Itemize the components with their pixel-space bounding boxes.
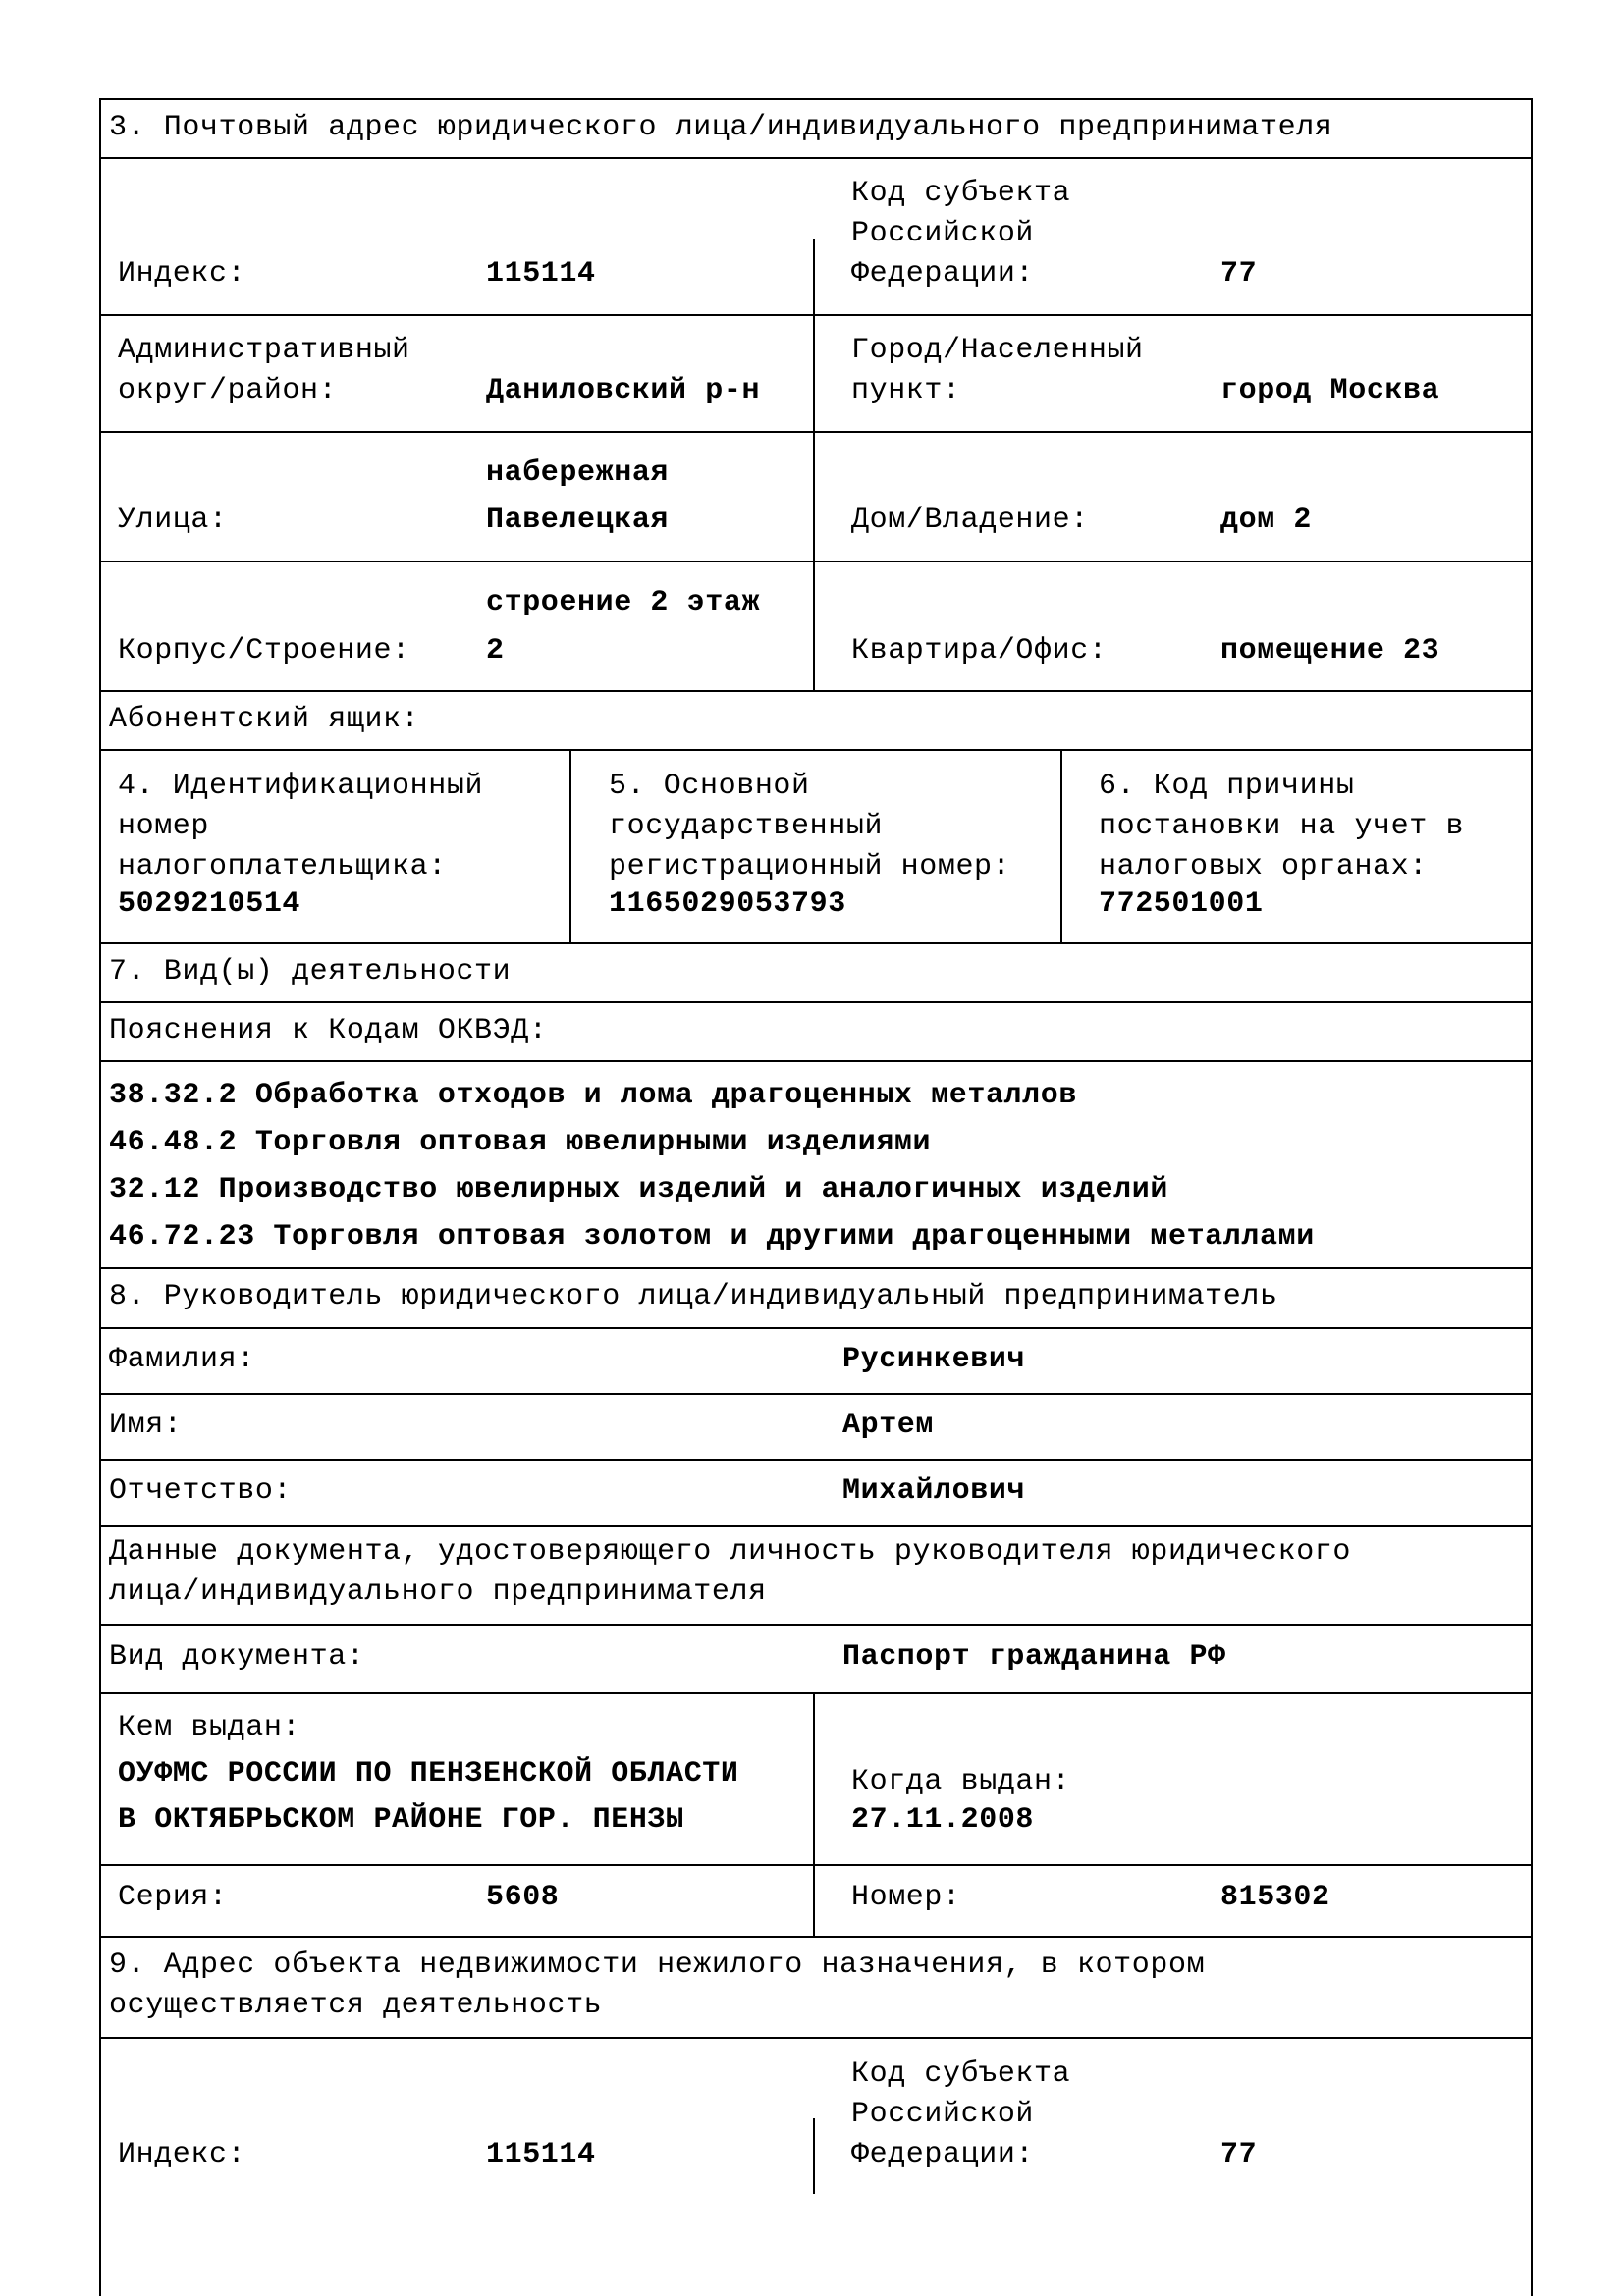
column-divider xyxy=(1060,749,1062,942)
name-label: Имя: xyxy=(109,1409,183,1442)
row-divider xyxy=(99,1327,1533,1329)
city-value: город Москва xyxy=(1220,374,1440,407)
issued-date-label: Когда выдан: xyxy=(851,1765,1071,1798)
district-label: округ/район: xyxy=(118,374,338,407)
street-value: Павелецкая xyxy=(486,504,670,537)
patronymic-value: Михайлович xyxy=(842,1474,1026,1508)
section-9-title: 9. Адрес объекта недвижимости нежилого назначения, в котором xyxy=(109,1949,1206,1982)
activity-item: 46.72.23 Торговля оптовая золотом и другими драгоценными металлами xyxy=(109,1220,1315,1254)
series-label: Серия: xyxy=(118,1881,228,1914)
region-code-label: Федерации: xyxy=(851,257,1035,291)
column-divider xyxy=(813,314,815,690)
activity-item: 38.32.2 Обработка отходов и лома драгоценных металлов xyxy=(109,1079,1077,1112)
city-label: Город/Населенный xyxy=(851,334,1144,367)
surname-label: Фамилия: xyxy=(109,1343,255,1376)
activity-item: 32.12 Производство ювелирных изделий и аналогичных изделий xyxy=(109,1173,1168,1206)
city-label: пункт: xyxy=(851,374,961,407)
row-divider xyxy=(99,1393,1533,1395)
building-label: Корпус/Строение: xyxy=(118,634,410,667)
row-divider xyxy=(99,1060,1533,1062)
row-divider xyxy=(99,690,1533,692)
kpp-label: 6. Код причины xyxy=(1099,770,1355,803)
inn-value: 5029210514 xyxy=(118,887,301,921)
id-document-heading: лица/индивидуального предпринимателя xyxy=(109,1575,767,1609)
region-code-value: 77 xyxy=(1220,2138,1258,2171)
issued-by-value: В ОКТЯБРЬСКОМ РАЙОНЕ ГОР. ПЕНЗЫ xyxy=(118,1803,684,1837)
building-value: строение 2 этаж xyxy=(486,586,761,619)
district-label: Административный xyxy=(118,334,410,367)
issued-by-label: Кем выдан: xyxy=(118,1711,301,1744)
inn-label: номер xyxy=(118,810,210,843)
inn-label: 4. Идентификационный xyxy=(118,770,484,803)
name-value: Артем xyxy=(842,1409,935,1442)
id-document-heading: Данные документа, удостоверяющего личность руководителя юридического xyxy=(109,1535,1351,1569)
region-code-label: Российской xyxy=(851,2098,1035,2131)
row-divider xyxy=(99,1624,1533,1626)
office-value: помещение 23 xyxy=(1220,634,1440,667)
index-value: 115114 xyxy=(486,257,596,291)
kpp-value: 772501001 xyxy=(1099,887,1264,921)
house-value: дом 2 xyxy=(1220,504,1313,537)
house-label: Дом/Владение: xyxy=(851,504,1089,537)
doc-type-value: Паспорт гражданина РФ xyxy=(842,1640,1226,1674)
document-page xyxy=(99,98,1533,2296)
ogrn-value: 1165029053793 xyxy=(609,887,846,921)
patronymic-label: Отчетство: xyxy=(109,1474,293,1508)
street-value: набережная xyxy=(486,456,670,490)
region-code-label: Код субъекта xyxy=(851,2057,1071,2091)
building-value: 2 xyxy=(486,634,505,667)
issued-date-value: 27.11.2008 xyxy=(851,1803,1035,1837)
row-divider xyxy=(99,1864,1533,1866)
region-code-label: Федерации: xyxy=(851,2138,1035,2171)
row-divider xyxy=(99,942,1533,944)
row-divider xyxy=(99,431,1533,433)
index-label: Индекс: xyxy=(118,2138,246,2171)
ogrn-label: государственный xyxy=(609,810,884,843)
section-3-title: 3. Почтовый адрес юридического лица/индивидуального предпринимателя xyxy=(109,111,1333,144)
row-divider xyxy=(99,561,1533,562)
row-divider xyxy=(99,1525,1533,1527)
okved-label: Пояснения к Кодам ОКВЭД: xyxy=(109,1014,548,1047)
column-divider xyxy=(813,1692,815,1936)
number-value: 815302 xyxy=(1220,1881,1330,1914)
column-divider xyxy=(813,239,815,314)
row-divider xyxy=(99,749,1533,751)
region-code-label: Код субъекта xyxy=(851,177,1071,210)
row-divider xyxy=(99,1001,1533,1003)
kpp-label: постановки на учет в xyxy=(1099,810,1465,843)
surname-value: Русинкевич xyxy=(842,1343,1026,1376)
region-code-value: 77 xyxy=(1220,257,1258,291)
index-label: Индекс: xyxy=(118,257,246,291)
row-divider xyxy=(99,1936,1533,1938)
series-value: 5608 xyxy=(486,1881,560,1914)
row-divider xyxy=(99,1459,1533,1461)
office-label: Квартира/Офис: xyxy=(851,634,1108,667)
number-label: Номер: xyxy=(851,1881,961,1914)
section-9-title: осуществляется деятельность xyxy=(109,1989,603,2022)
section-8-title: 8. Руководитель юридического лица/индивидуальный предприниматель xyxy=(109,1280,1278,1313)
column-divider xyxy=(569,749,571,942)
row-divider xyxy=(99,2037,1533,2039)
district-value: Даниловский р-н xyxy=(486,374,761,407)
row-divider xyxy=(99,157,1533,159)
issued-by-value: ОУФМС РОССИИ ПО ПЕНЗЕНСКОЙ ОБЛАСТИ xyxy=(118,1757,739,1790)
index-value: 115114 xyxy=(486,2138,596,2171)
doc-type-label: Вид документа: xyxy=(109,1640,365,1674)
column-divider xyxy=(813,2118,815,2194)
activity-item: 46.48.2 Торговля оптовая ювелирными изделиями xyxy=(109,1126,932,1159)
row-divider xyxy=(99,1267,1533,1269)
region-code-label: Российской xyxy=(851,217,1035,250)
ogrn-label: 5. Основной xyxy=(609,770,810,803)
row-divider xyxy=(99,314,1533,316)
pobox-label: Абонентский ящик: xyxy=(109,703,420,736)
street-label: Улица: xyxy=(118,504,228,537)
section-7-title: 7. Вид(ы) деятельности xyxy=(109,955,512,988)
kpp-label: налоговых органах: xyxy=(1099,850,1428,883)
ogrn-label: регистрационный номер: xyxy=(609,850,1011,883)
inn-label: налогоплательщика: xyxy=(118,850,447,883)
row-divider xyxy=(99,1692,1533,1694)
